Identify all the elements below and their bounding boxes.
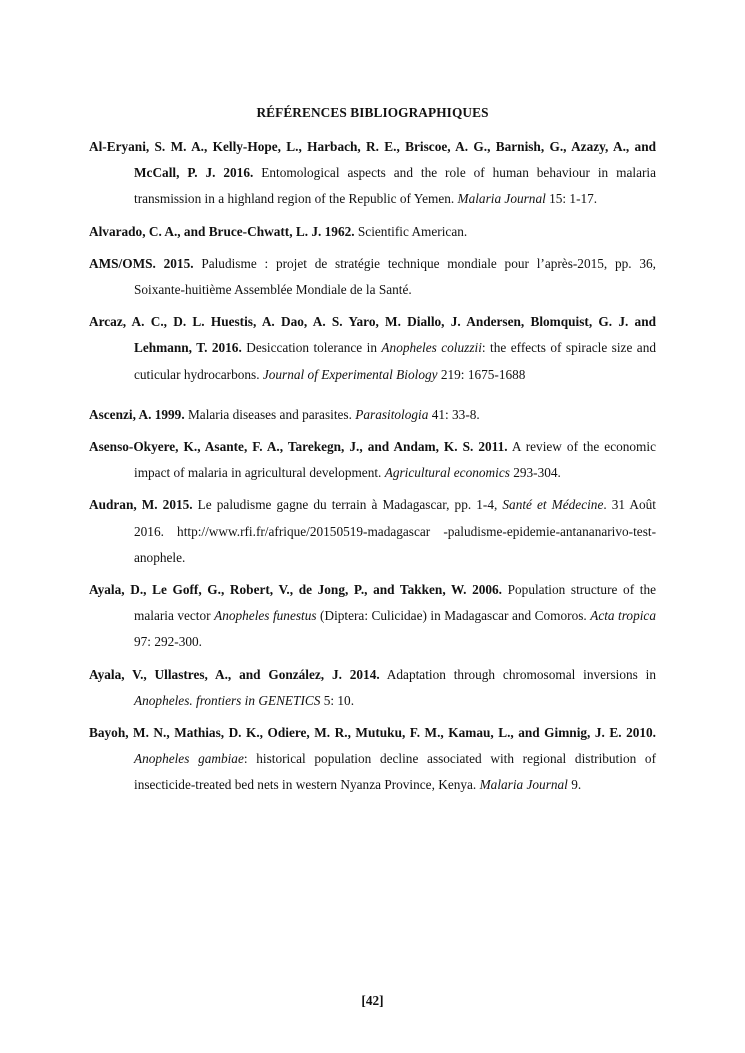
- reference-entry: [89, 309, 656, 388]
- reference-text: Le paludisme gagne du terrain à Madagascar, pp. 1-4,: [192, 497, 503, 513]
- reference-tail: 5: 10.: [320, 692, 355, 708]
- reference-text: Desiccation tolerance in: [241, 340, 382, 356]
- reference-tail: : the effects of spiracle size and cuticular hydrocarbons.: [134, 340, 657, 382]
- reference-text: Paludisme : projet de stratégie technique mondiale pour l’après-2015, pp. 36, Soixante-huitième Assemblée Mondiale de la Santé.: [134, 255, 656, 298]
- reference-authors: Bayoh, M. N., Mathias, D. K., Odiere, M. R., Mutuku, F. M., Kamau, L., and Gimnig, J. E. 2010.: [89, 725, 656, 741]
- reference-text: Population structure of the malaria vector: [134, 582, 656, 624]
- reference-journal: Acta tropica: [590, 608, 656, 624]
- reference-authors: Arcaz, A. C., D. L. Huestis, A. Dao, A. S. Yaro, M. Diallo, J. Andersen, Blomquist, G. J. and Lehmann, T. 2016.: [89, 314, 656, 356]
- reference-entry: [89, 134, 656, 213]
- reference-entry: [89, 219, 656, 245]
- reference-tail: 97: 292-300.: [134, 634, 202, 650]
- reference-journal: Anopheles funestus: [214, 608, 317, 624]
- reference-authors: Ascenzi, A. 1999.: [89, 406, 185, 422]
- reference-tail: 9.: [567, 777, 582, 793]
- reference-tail: 293-304.: [509, 465, 561, 481]
- reference-entry: [89, 492, 656, 571]
- reference-journal: Journal of Experimental Biology: [262, 366, 438, 382]
- reference-entry: [89, 577, 656, 656]
- reference-tail: : historical population decline associated with regional distribution of insecticide-treated bed nets in western Nyanza Province, Kenya.: [134, 751, 656, 793]
- reference-tail: (Diptera: Culicidae) in Madagascar and Comoros.: [316, 608, 591, 624]
- reference-text: A review of the economic impact of malaria in agricultural development.: [134, 439, 656, 481]
- reference-authors: Alvarado, C. A., and Bruce-Chwatt, L. J. 1962.: [89, 223, 355, 239]
- reference-journal: Agricultural economics: [384, 465, 510, 481]
- reference-journal: Anopheles gambiae: [134, 751, 244, 767]
- reference-authors: Al-Eryani, S. M. A., Kelly-Hope, L., Harbach, R. E., Briscoe, A. G., Barnish, G., Azazy, A., and McCall, P. J. 2016.: [89, 139, 656, 181]
- reference-journal: Santé et Médecine: [502, 497, 604, 513]
- reference-authors: Ayala, V., Ullastres, A., and González, J. 2014.: [89, 666, 380, 682]
- reference-entry: [89, 662, 656, 714]
- reference-authors: AMS/OMS. 2015.: [89, 255, 194, 271]
- reference-list: [89, 134, 656, 805]
- reference-journal: Malaria Journal: [457, 191, 546, 207]
- reference-entry: [89, 402, 656, 428]
- reference-journal: Anopheles. frontiers in GENETICS: [134, 692, 321, 708]
- reference-authors: Asenso-Okyere, K., Asante, F. A., Tarekegn, J., and Andam, K. S. 2011.: [89, 439, 508, 455]
- page-number: [42]: [361, 993, 384, 1008]
- reference-entry: [89, 720, 656, 799]
- reference-entry: [89, 434, 656, 486]
- reference-journal: Parasitologia: [355, 406, 429, 422]
- page-title: RÉFÉRENCES BIBLIOGRAPHIQUES: [256, 105, 489, 120]
- reference-tail: 41: 33-8.: [428, 406, 480, 422]
- reference-journal: Malaria Journal: [479, 777, 568, 793]
- reference-tail: 15: 1-17.: [545, 191, 598, 207]
- reference-authors: Audran, M. 2015.: [89, 497, 193, 513]
- reference-journal: Anopheles coluzzii: [381, 340, 482, 356]
- reference-text: Scientific American.: [354, 223, 468, 239]
- reference-text: Entomological aspects and the role of human behaviour in malaria transmission in a highland region of the Republic of Yemen.: [134, 165, 656, 207]
- reference-authors: Ayala, D., Le Goff, G., Robert, V., de Jong, P., and Takken, W. 2006.: [89, 582, 502, 598]
- reference-entry: [89, 251, 656, 303]
- reference-tail: . 31 Août 2016. http://www.rfi.fr/afrique/20150519-madagascar -paludisme-epidemie-antananarivo-test-anophele.: [134, 497, 656, 565]
- reference-tail: 219: 1675-1688: [437, 366, 526, 382]
- reference-text: Malaria diseases and parasites.: [184, 406, 356, 422]
- reference-text: Adaptation through chromosomal inversions in: [379, 666, 656, 682]
